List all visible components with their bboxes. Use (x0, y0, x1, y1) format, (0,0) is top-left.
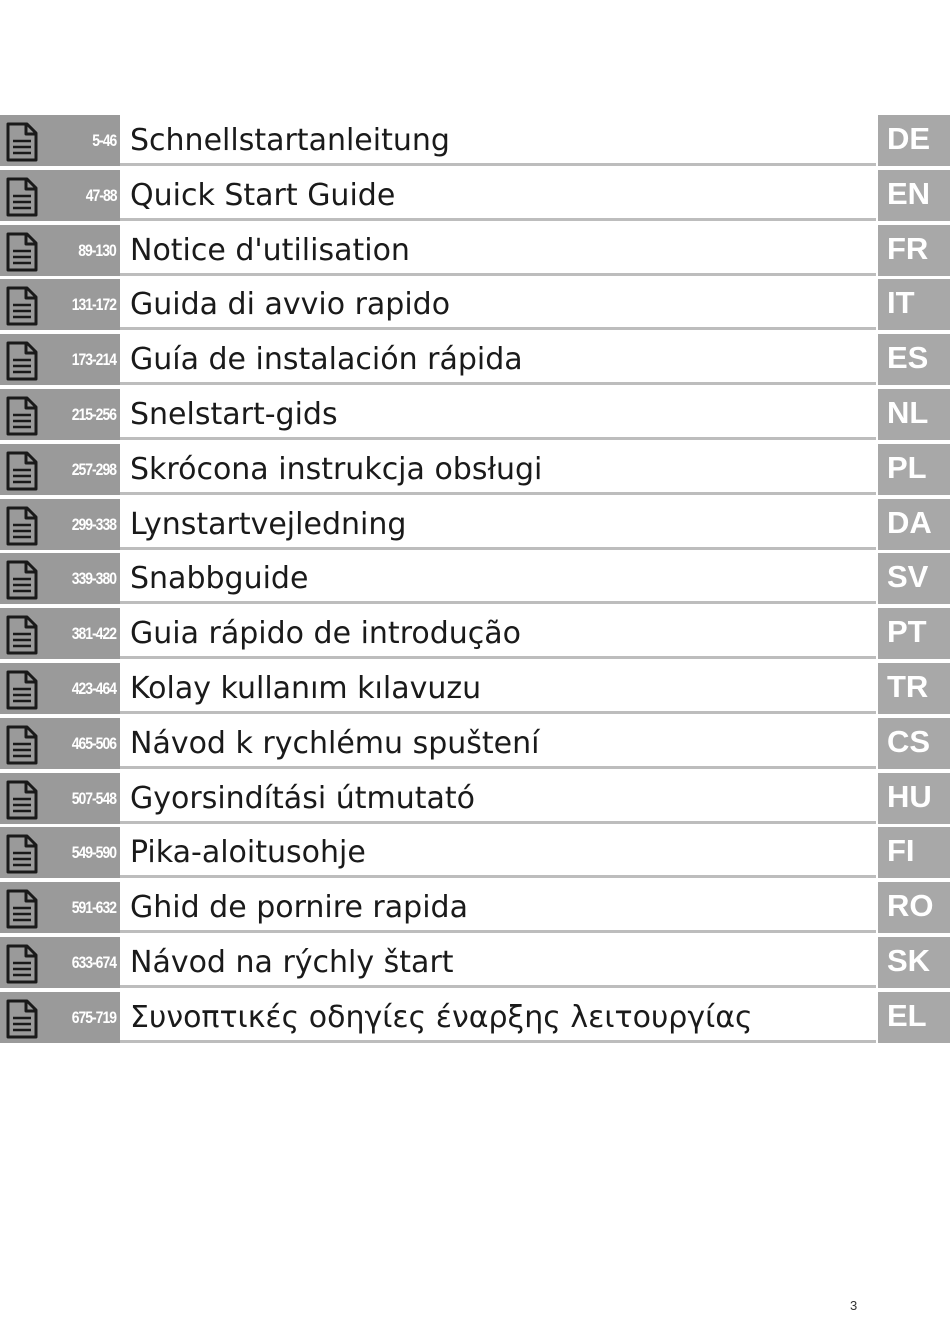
toc-row[interactable] (0, 825, 950, 880)
language-code: NL (878, 389, 950, 440)
page-range-tab (0, 608, 120, 659)
page-range-tab (0, 499, 120, 550)
page-range: 339-380 (71, 569, 116, 589)
language-code: DE (878, 115, 950, 166)
language-code: TR (878, 663, 950, 714)
page-range: 47-88 (85, 185, 116, 205)
section-title[interactable]: Návod na rýchly štart (120, 935, 876, 988)
page-range: 423-464 (71, 678, 116, 698)
section-title[interactable]: Συνοπτικές οδηγίες έναρξης λειτουργίας (120, 990, 876, 1043)
toc-row[interactable] (0, 223, 950, 278)
toc-row[interactable] (0, 332, 950, 387)
language-code: EN (878, 170, 950, 221)
page-range-tab (0, 334, 120, 385)
language-code: ES (878, 334, 950, 385)
page-range: 591-632 (71, 898, 116, 918)
page-range: 299-338 (71, 514, 116, 534)
toc-row[interactable] (0, 935, 950, 990)
page-range: 215-256 (71, 404, 116, 424)
toc-row[interactable] (0, 716, 950, 771)
section-title[interactable]: Ghid de pornire rapida (120, 880, 876, 933)
language-code: DA (878, 499, 950, 550)
page-range: 257-298 (71, 459, 116, 479)
page-range: 131-172 (71, 295, 116, 315)
language-code: RO (878, 882, 950, 933)
document-icon (5, 286, 39, 326)
section-title[interactable]: Návod k rychlému spuštení (120, 716, 876, 769)
document-icon (5, 999, 39, 1039)
section-title[interactable]: Quick Start Guide (120, 168, 876, 221)
page-range: 173-214 (71, 350, 116, 370)
document-icon (5, 780, 39, 820)
page-range: 507-548 (71, 788, 116, 808)
section-title[interactable]: Schnellstartanleitung (120, 113, 876, 166)
document-icon (5, 889, 39, 929)
section-title[interactable]: Snabbguide (120, 551, 876, 604)
toc-row[interactable] (0, 387, 950, 442)
document-icon (5, 451, 39, 491)
document-icon (5, 506, 39, 546)
section-title[interactable]: Guida di avvio rapido (120, 277, 876, 330)
toc-row[interactable] (0, 442, 950, 497)
page-range: 5-46 (92, 131, 116, 150)
page-range: 89-130 (78, 240, 116, 260)
section-title[interactable]: Gyorsindítási útmutató (120, 771, 876, 824)
language-code: SK (878, 937, 950, 988)
table-of-contents (0, 113, 950, 1045)
toc-row[interactable] (0, 277, 950, 332)
page-range-tab (0, 444, 120, 495)
section-title[interactable]: Pika-aloitusohje (120, 825, 876, 878)
page-range: 465-506 (71, 733, 116, 753)
page-range: 633-674 (71, 952, 116, 972)
page-range-tab (0, 225, 120, 276)
section-title[interactable]: Skrócona instrukcja obsługi (120, 442, 876, 495)
section-title[interactable]: Snelstart-gids (120, 387, 876, 440)
page-range-tab (0, 773, 120, 824)
page-range: 675-719 (71, 1007, 116, 1027)
page-range-tab (0, 937, 120, 988)
document-icon (5, 177, 39, 217)
page-range: 549-590 (71, 843, 116, 863)
document-icon (5, 122, 39, 162)
toc-row[interactable] (0, 771, 950, 826)
section-title[interactable]: Guia rápido de introdução (120, 606, 876, 659)
section-title[interactable]: Notice d'utilisation (120, 223, 876, 276)
language-code: HU (878, 773, 950, 824)
document-icon (5, 560, 39, 600)
section-title[interactable]: Guía de instalación rápida (120, 332, 876, 385)
page-range-tab (0, 663, 120, 714)
toc-row[interactable] (0, 168, 950, 223)
document-icon (5, 341, 39, 381)
toc-row[interactable] (0, 497, 950, 552)
document-icon (5, 834, 39, 874)
document-icon (5, 615, 39, 655)
page-range-tab (0, 279, 120, 330)
page-range-tab (0, 115, 120, 166)
language-code: PL (878, 444, 950, 495)
document-icon (5, 670, 39, 710)
language-code: PT (878, 608, 950, 659)
page-range-tab (0, 882, 120, 933)
toc-row[interactable] (0, 113, 950, 168)
section-title[interactable]: Lynstartvejledning (120, 497, 876, 550)
language-code: FR (878, 225, 950, 276)
document-icon (5, 232, 39, 272)
toc-row[interactable] (0, 606, 950, 661)
toc-row[interactable] (0, 661, 950, 716)
page-range-tab (0, 170, 120, 221)
page-range-tab (0, 389, 120, 440)
document-icon (5, 944, 39, 984)
toc-row[interactable] (0, 551, 950, 606)
page-range-tab (0, 827, 120, 878)
language-code: SV (878, 553, 950, 604)
language-code: IT (878, 279, 950, 330)
document-icon (5, 725, 39, 765)
toc-row[interactable] (0, 990, 950, 1045)
document-icon (5, 396, 39, 436)
section-title[interactable]: Kolay kullanım kılavuzu (120, 661, 876, 714)
page-range-tab (0, 718, 120, 769)
toc-row[interactable] (0, 880, 950, 935)
page-range-tab (0, 992, 120, 1043)
page-number: 3 (850, 1298, 858, 1313)
language-code: FI (878, 827, 950, 878)
language-code: CS (878, 718, 950, 769)
page-range-tab (0, 553, 120, 604)
language-code: EL (878, 992, 950, 1043)
page-range: 381-422 (71, 624, 116, 644)
